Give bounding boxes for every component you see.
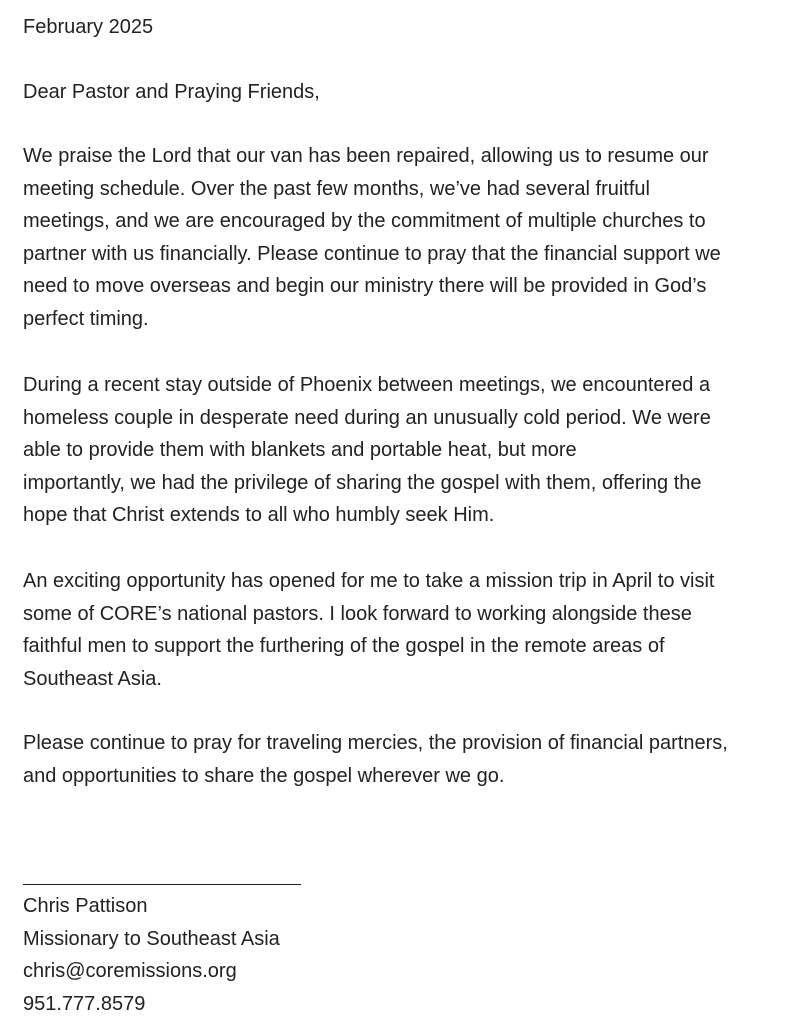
paragraph-line: partner with us financially. Please continue to pray that the financial support we bbox=[23, 242, 721, 265]
signature-line bbox=[23, 884, 301, 885]
paragraph-phoenix bbox=[23, 369, 798, 532]
paragraph-line: able to provide them with blankets and portable heat, but more bbox=[23, 439, 577, 461]
paragraph-line: meeting schedule. Over the past few months, we’ve had several fruitful bbox=[23, 177, 650, 200]
paragraph-line: Southeast Asia. bbox=[23, 667, 162, 690]
paragraph-mission-trip bbox=[23, 565, 798, 695]
signature-name: Chris Pattison bbox=[23, 895, 148, 917]
paragraph-line: We praise the Lord that our van has been repaired, allowing us to resume our bbox=[23, 145, 709, 167]
paragraph-line: and opportunities to share the gospel wherever we go. bbox=[23, 764, 505, 787]
paragraph-line: Please continue to pray for traveling mercies, the provision of financial partners, bbox=[23, 732, 728, 754]
letter-date: February 2025 bbox=[23, 16, 154, 38]
paragraph-line: faithful men to support the furthering of the gospel in the remote areas of bbox=[23, 635, 665, 657]
paragraph-line: hope that Christ extends to all who humbly seek Him. bbox=[23, 504, 495, 526]
paragraph-van-repaired bbox=[23, 140, 798, 335]
paragraph-line: importantly, we had the privilege of sharing the gospel with them, offering the bbox=[23, 471, 702, 494]
paragraph-line: need to move overseas and begin our ministry there will be provided in God’s bbox=[23, 275, 707, 297]
paragraph-line: homeless couple in desperate need during an unusually cold period. We were bbox=[23, 406, 711, 429]
paragraph-prayer-request bbox=[23, 727, 798, 792]
paragraph-line: During a recent stay outside of Phoenix between meetings, we encountered a bbox=[23, 374, 711, 396]
signature-block bbox=[23, 890, 280, 1020]
paragraph-line: some of CORE’s national pastors. I look forward to working alongside these bbox=[23, 602, 692, 625]
signature-phone: 951.777.8579 bbox=[23, 992, 146, 1015]
signature-title: Missionary to Southeast Asia bbox=[23, 927, 280, 950]
paragraph-line: meetings, and we are encouraged by the commitment of multiple churches to bbox=[23, 210, 706, 232]
paragraph-line: An exciting opportunity has opened for me to take a mission trip in April to visit bbox=[23, 570, 715, 592]
signature-email[interactable]: chris@coremissions.org bbox=[23, 960, 237, 982]
paragraph-line: perfect timing. bbox=[23, 307, 149, 330]
salutation: Dear Pastor and Praying Friends, bbox=[23, 81, 320, 103]
